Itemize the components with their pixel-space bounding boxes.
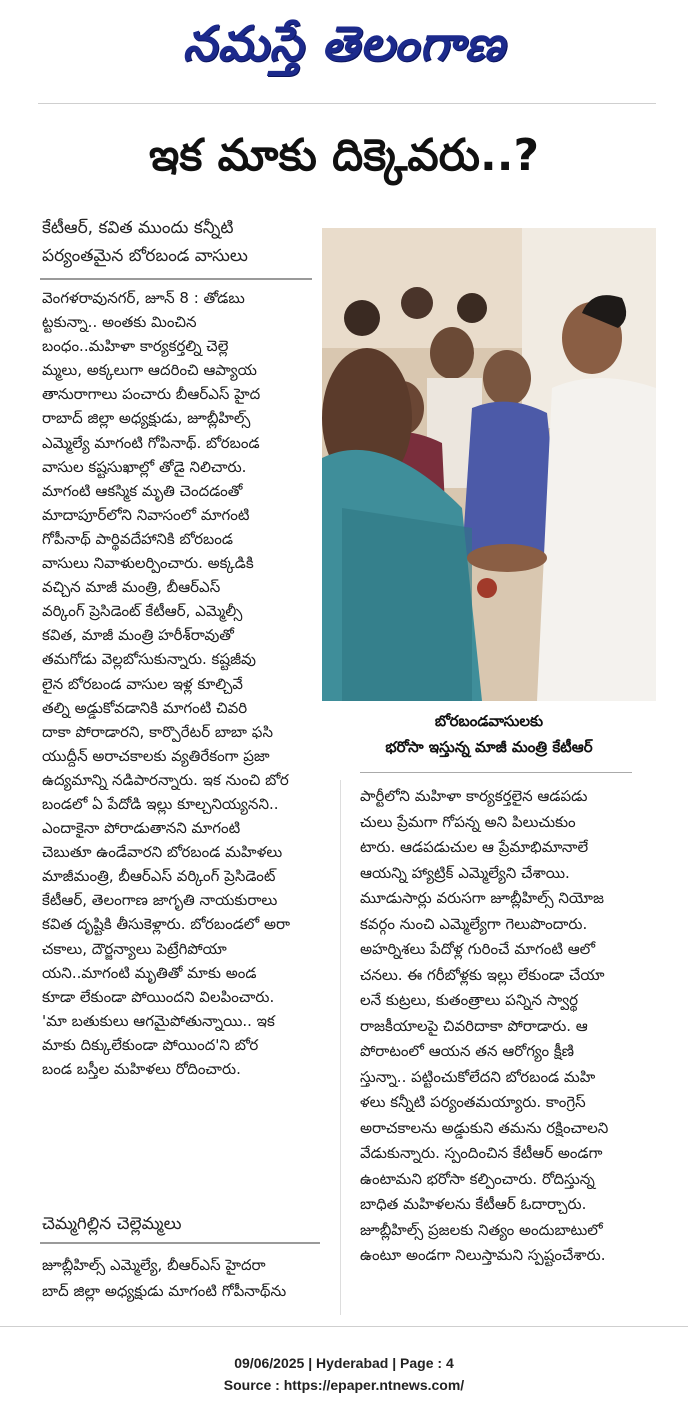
masthead-logo: నమస్తే తెలంగాణ [182, 16, 506, 72]
caption-divider [360, 772, 632, 773]
section-heading: చెమ్మగిల్లిన చెల్లెమ్మలు [42, 1214, 182, 1234]
article-line: స్తున్నా.. పట్టించుకోలేదని బోరబండ మహి [360, 1067, 596, 1086]
article-line: కవర్గం నుంచి ఎమ్మెల్యేగా గెలుపొందారు. [360, 914, 588, 933]
article-line: తమగోడు వెల్లబోసుకున్నారు. కష్టజీవు [42, 650, 257, 669]
article-line: చకాలు, దౌర్జన్యాలు పెట్రేగిపోయా [42, 939, 227, 958]
article-line: ట్టకున్నా.. అంతకు మించిన [42, 313, 197, 332]
article-line: చులు ప్రేమగా గోపన్న అని పిలుచుకుం [360, 812, 576, 831]
article-column-left [42, 286, 318, 1204]
article-line: యుద్దీన్ అరాచకాలకు వ్యతిరేకంగా ప్రజా [42, 746, 270, 765]
column-divider [340, 780, 341, 1315]
article-line: వెంగళరావునగర్, జూన్ 8 : తోడబు [42, 289, 245, 307]
article-line: బాద్ జిల్లా అధ్యక్షుడు మాగంటి గోపీనాథ్‌ను [42, 1282, 287, 1300]
bottom-divider [0, 1326, 688, 1327]
article-column-left-continued [42, 1252, 318, 1312]
article-line: పోరాటంలో ఆయన తన ఆరోగ్యం క్షీణి [360, 1042, 575, 1060]
article-line: బాధిత మహిళలను కేటీఆర్ ఓదార్చారు. [360, 1195, 587, 1213]
article-line: జూబ్లీహిల్స్ ఎమ్మెల్యే, బీఆర్ఎస్ హైదరా [42, 1256, 266, 1274]
photo-caption [322, 708, 656, 768]
subheadline-line: పర్యంతమైన బోరబండ వాసులు [42, 246, 248, 266]
article-line: లైన బోరబండ వాసుల ఇళ్ల కూల్చివే [42, 674, 243, 693]
article-line: బండ బస్తీల మహిళలు రోదించారు. [42, 1060, 241, 1078]
article-line: తల్ని అడ్డుకోవడానికి మాగంటి చివరి [42, 698, 248, 717]
article-line: ఎమ్మెల్యే మాగంటి గోపినాథ్. బోరబండ [42, 433, 260, 452]
article-line: మ్మలు, అక్కలుగా ఆదరించి ఆప్యాయ [42, 361, 257, 380]
article-line: ఆయన్ని హ్యాట్రిక్ ఎమ్మెల్యేని చేశాయి. [360, 863, 570, 882]
headline: ఇక మాకు దిక్కెవరు..? [149, 129, 539, 181]
photo-caption-line: బోరబండవాసులకు [434, 712, 544, 730]
article-line: వర్కింగ్ ప్రెసిడెంట్ కేటీఆర్, ఎమ్మెల్సీ [42, 602, 243, 621]
article-line: రాబాద్ జిల్లా అధ్యక్షుడు, జూబ్లీహిల్స్ [42, 409, 251, 428]
article-line: కవిత దృష్టికి తీసుకెళ్లారు. బోరబండలో అరా [42, 915, 291, 934]
photo-caption-line: భరోసా ఇస్తున్న మాజీ మంత్రి కేటీఆర్ [385, 738, 593, 756]
article-line: రాజకీయాలపై చివరిదాకా పోరాడారు. ఆ [360, 1016, 588, 1035]
article-line: కూడా లేకుండా పోయిందని విలపించారు. [42, 987, 275, 1006]
article-line: దాకా పోరాడారని, కార్పొరేటర్ బాబా ఫసి [42, 722, 273, 741]
article-line: బంధం..మహిళా కార్యకర్తల్ని చెల్లె [42, 337, 229, 356]
news-photo-image [322, 228, 656, 701]
article-line: మూడుసార్లు వరుసగా జూబ్లీహిల్స్ నియోజ [360, 889, 604, 907]
article-line: జూబ్లీహిల్స్ ప్రజలకు నిత్యం అందుబాటులో [360, 1220, 603, 1239]
article-line: వాసుల కష్టసుఖాల్లో తోడై నిలిచారు. [42, 457, 247, 476]
footer-source-line: Source : https://epaper.ntnews.com/ [223, 1377, 465, 1393]
article-line: చనలు. ఈ గరీబోళ్లకు ఇల్లు లేకుండా చేయా [360, 965, 605, 984]
article-line: మాజీమంత్రి, బీఆర్ఎస్ వర్కింగ్ ప్రెసిడెంట్ [42, 867, 276, 886]
article-line: చెబుతూ ఉండేవారని బోరబండ మహిళలు [42, 843, 283, 862]
article-line: మాగంటి ఆకస్మిక మృతి చెందడంతో [42, 481, 243, 500]
article-line: కేటీఆర్, తెలంగాణ జాగృతి నాయకురాలు [42, 891, 278, 910]
article-line: మాదాపూర్‌లోని నివాసంలో మాగంటి [42, 505, 250, 524]
article-column-right [360, 784, 660, 1314]
article-line: అహర్నిశలు పేదోళ్ల గురించే మాగంటి ఆలో [360, 940, 596, 958]
article-line: టారు. ఆడపడుచుల ఆ ప్రేమాభిమానాలే [360, 838, 589, 856]
article-line: యని..మాగంటి మృతితో మాకు అండ [42, 963, 257, 982]
article-line: బండలో ఏ పేదోడి ఇల్లు కూల్చనియ్యనని.. [42, 794, 279, 813]
article-line: వాసులు నివాళులర్పించారు. అక్కడికి [42, 554, 254, 573]
article-line: ఉంటామని భరోసా కల్పించారు. రోదిస్తున్న [360, 1169, 595, 1188]
top-divider [38, 103, 656, 104]
article-line: ఎందాకైనా పోరాడుతానని మాగంటి [42, 819, 241, 838]
news-photo [322, 228, 656, 701]
article-line: ఉద్యమాన్ని నడిపారన్నారు. ఇక నుంచి బోర [42, 770, 289, 789]
subheadline-divider [40, 278, 312, 280]
footer-date-line: 09/06/2025 | Hyderabad | Page : 4 [234, 1355, 454, 1371]
article-line: తానురాగాలు పంచారు బీఆర్ఎస్ హైద [42, 385, 261, 404]
subheadline-line: కేటీఆర్, కవిత ముందు కన్నీటి [42, 218, 234, 238]
article-line: 'మా బతుకులు ఆగమైపోతున్నాయి.. ఇక [42, 1011, 275, 1030]
page-footer [0, 1352, 688, 1396]
article-line: లనే కుట్రలు, కుతంత్రాలు పన్నిన స్వార్థ [360, 991, 579, 1009]
article-line: వచ్చిన మాజీ మంత్రి, బీఆర్ఎస్ [42, 578, 221, 597]
article-line: గోపీనాథ్ పార్థివదేహానికి బోరబండ [42, 529, 233, 548]
article-line: అరాచకాలను అడ్డుకుని తమను రక్షించాలని [360, 1118, 609, 1137]
article-line: వేడుకున్నారు. స్పందించిన కేటీఆర్ అండగా [360, 1144, 603, 1162]
article-line: మాకు దిక్కులేకుండా పోయింద'ని బోర [42, 1035, 259, 1054]
article-line: కవిత, మాజీ మంత్రి హరీశ్‌రావుతో [42, 626, 234, 645]
subheadline [42, 214, 312, 270]
masthead [0, 0, 688, 100]
article-line: ళలు కన్నీటి పర్యంతమయ్యారు. కాంగ్రెస్ [360, 1093, 586, 1111]
section-heading-divider [40, 1242, 320, 1244]
article-line: ఉంటూ అండగా నిలుస్తామని స్పష్టంచేశారు. [360, 1246, 606, 1264]
article-line: పార్టీలోని మహిళా కార్యకర్తలైన ఆడపడు [360, 787, 588, 805]
